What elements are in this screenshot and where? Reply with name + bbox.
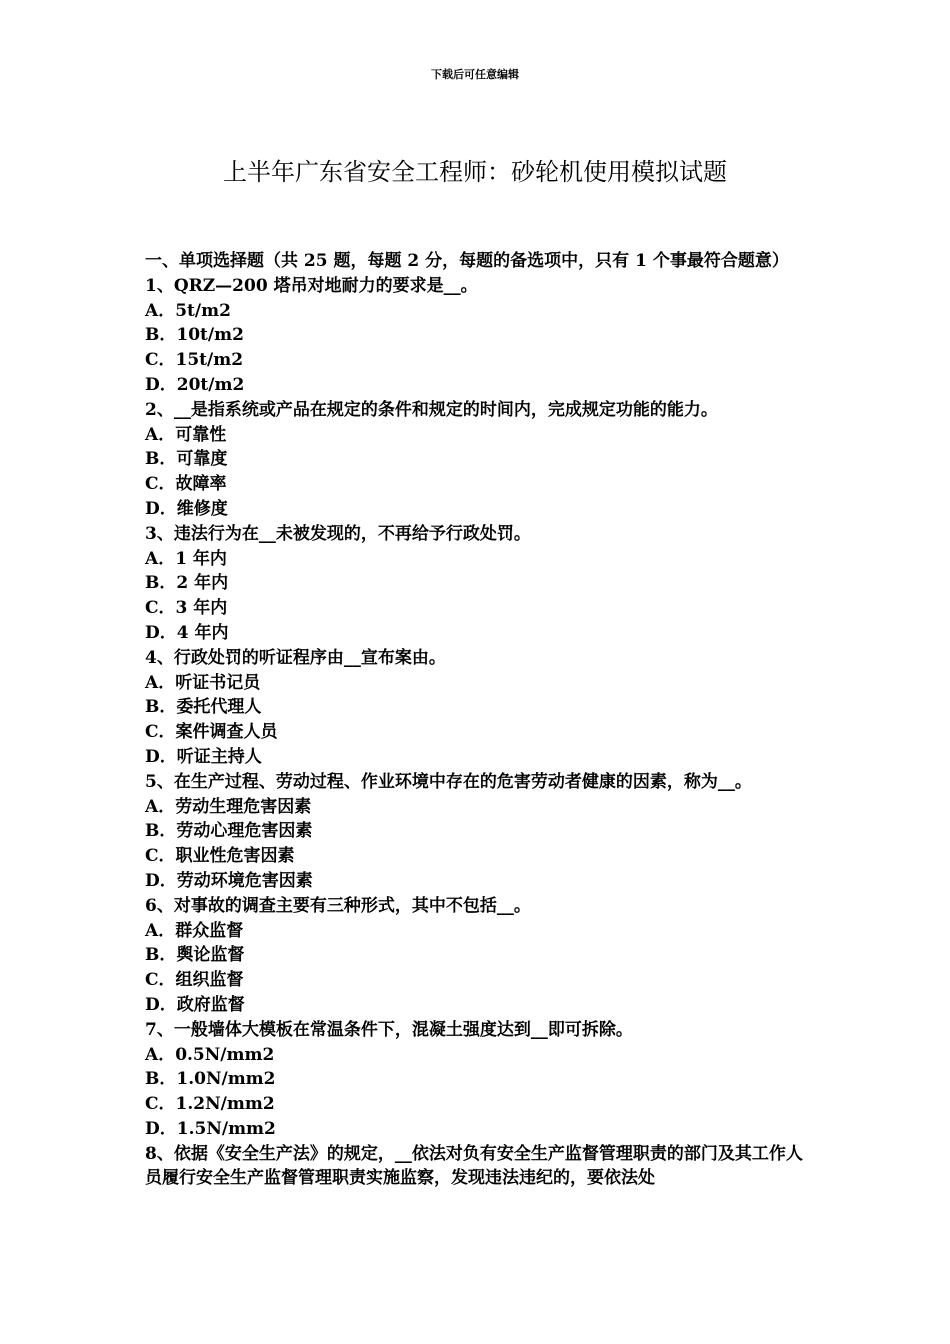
option-b: B．委托代理人 — [145, 697, 262, 718]
option-a: A．5t/m2 — [145, 300, 231, 321]
option-a: A．听证书记员 — [145, 672, 261, 693]
section-heading: 一、单项选择题（共 25 题，每题 2 分，每题的备选项中，只有 1 个事最符合题意） — [145, 251, 789, 271]
option-d: D．4 年内 — [145, 622, 229, 643]
question-6 — [145, 894, 815, 1018]
option-b: B．劳动心理危害因素 — [145, 821, 313, 842]
question-stem: 7、一般墙体大模板在常温条件下，混凝土强度达到__即可拆除。 — [145, 1019, 633, 1040]
option-a: A．群众监督 — [145, 920, 244, 941]
question-2 — [145, 398, 815, 522]
option-d: D．1.5N/mm2 — [145, 1118, 276, 1139]
question-7 — [145, 1018, 815, 1142]
option-c: C．职业性危害因素 — [145, 846, 295, 867]
option-c: C．3 年内 — [145, 598, 228, 619]
option-b: B．舆论监督 — [145, 945, 245, 966]
question-1 — [145, 274, 815, 398]
option-d: D．听证主持人 — [145, 746, 262, 767]
option-a: A．0.5N/mm2 — [145, 1044, 275, 1065]
option-c: C．故障率 — [145, 474, 227, 495]
exam-content — [145, 249, 815, 1191]
question-8 — [145, 1142, 815, 1192]
question-stem: 1、QRZ—200 塔吊对地耐力的要求是__。 — [145, 275, 478, 296]
option-d: D．劳动环境危害因素 — [145, 870, 313, 891]
option-d: D．政府监督 — [145, 994, 245, 1015]
question-stem: 3、违法行为在__未被发现的，不再给予行政处罚。 — [145, 523, 531, 544]
question-3 — [145, 522, 815, 646]
question-stem: 8、依据《安全生产法》的规定，__依法对负有安全生产监督管理职责的部门及其工作人员履行安全生产监督管理职责实施监察，发现违法违纪的，要依法处 — [145, 1143, 803, 1189]
question-4 — [145, 646, 815, 770]
option-a: A．劳动生理危害因素 — [145, 796, 312, 817]
option-a: A．可靠性 — [145, 424, 227, 445]
option-c: C．组织监督 — [145, 970, 244, 991]
option-b: B．可靠度 — [145, 449, 228, 470]
option-d: D．维修度 — [145, 498, 228, 519]
page-title: 上半年广东省安全工程师：砂轮机使用模拟试题 — [223, 158, 727, 186]
option-c: C．15t/m2 — [145, 350, 244, 371]
question-5 — [145, 770, 815, 894]
header-note: 下载后可任意编辑 — [431, 68, 519, 81]
option-b: B．2 年内 — [145, 573, 229, 594]
question-stem: 5、在生产过程、劳动过程、作业环境中存在的危害劳动者健康的因素，称为__。 — [145, 771, 752, 792]
option-c: C．1.2N/mm2 — [145, 1094, 275, 1115]
option-c: C．案件调查人员 — [145, 722, 278, 743]
question-stem: 2、__是指系统或产品在规定的条件和规定的时间内，完成规定功能的能力。 — [145, 399, 718, 420]
option-a: A．1 年内 — [145, 548, 227, 569]
option-b: B．10t/m2 — [145, 325, 244, 346]
option-b: B．1.0N/mm2 — [145, 1069, 276, 1090]
option-d: D．20t/m2 — [145, 374, 245, 395]
question-stem: 6、对事故的调查主要有三种形式，其中不包括__。 — [145, 895, 531, 916]
question-stem: 4、行政处罚的听证程序由__宣布案由。 — [145, 647, 446, 668]
